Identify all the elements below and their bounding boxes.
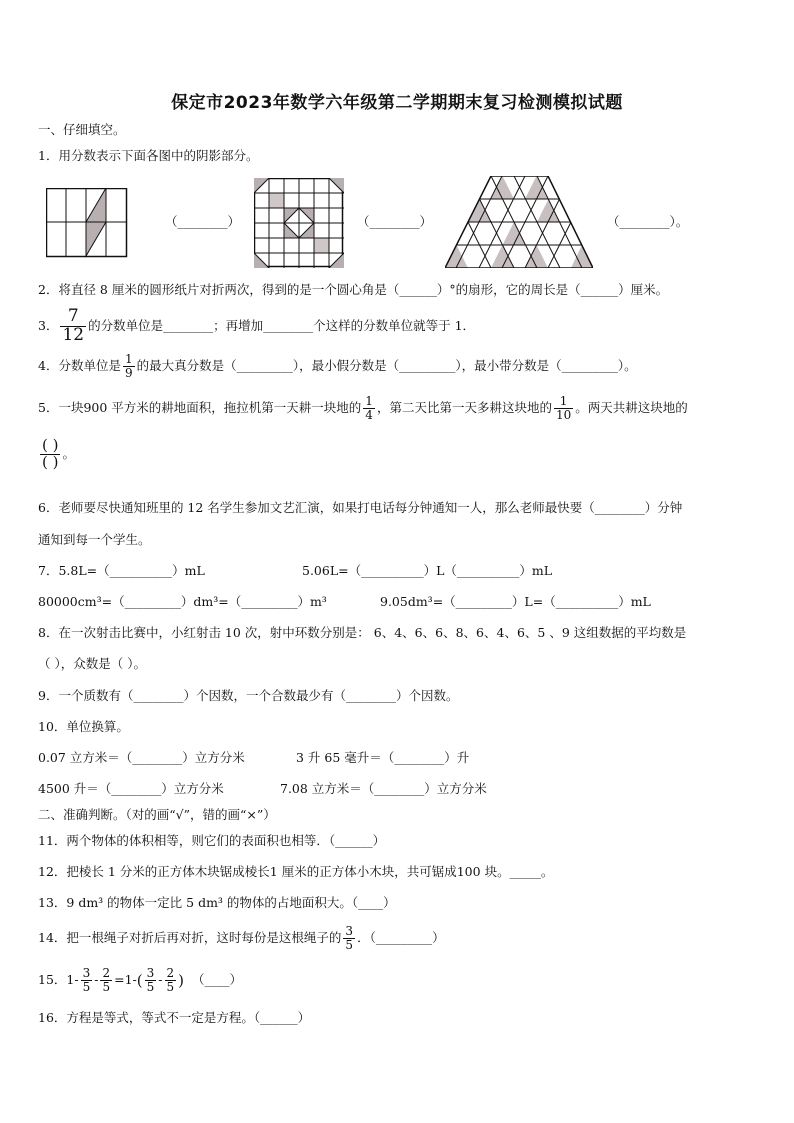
page-title: 保定市2023年数学六年级第二学期期末复习检测模拟试题 [171,93,623,113]
q5-fraction-2 [554,395,573,421]
q15-right-paren: ) [178,971,184,990]
q15-minus-2: - [158,972,163,987]
question-1: 1．用分数表示下面各图中的阴影部分。 [38,148,259,163]
section-1-heading: 一、仔细填空。 [38,122,126,137]
question-7-a: 7．5.8L=（__________）mL [38,563,205,578]
question-10-title: 10．单位换算。 [38,719,129,734]
q3-frac-den: 12 [62,325,85,345]
figure-grid-rectangle [46,188,128,258]
question-8-line-2: （ ），众数是（ ）。 [38,656,146,671]
q5-middle: ，第二天比第一天多耕这块地的 [376,400,552,415]
q15-f2-num: 2 [102,966,111,981]
q15-number: 15． [38,972,67,987]
q5-answer-line [38,434,75,474]
q14-fraction [343,925,355,951]
q15-f1-den: 5 [82,980,91,994]
q15-f3-num: 3 [146,966,155,981]
q5-f1-num: 1 [365,394,373,409]
figure-grid-square [254,178,344,268]
q15-f4-den: 5 [166,980,175,994]
q15-blank[interactable]: （____） [191,972,242,987]
q15-frac-4 [165,967,177,993]
q3-fraction [60,308,86,345]
section-2-heading: 二、准确判断。（对的画“√”，错的画“×”） [38,807,276,822]
question-12: 12．把棱长 1 分米的正方体木块锯成棱长1 厘米的正方体小木块，共可锯成100 块。_____。 [38,864,554,879]
q5-end: 。 [62,446,75,461]
q15-equals: =1- [114,972,137,987]
q4-text: 的最大真分数是（_________），最小假分数是（_________），最小带分数是（_________）。 [136,358,637,373]
question-15 [38,962,242,999]
q15-frac-2 [100,967,112,993]
q4-frac-den: 9 [124,366,133,380]
question-9: 9．一个质数有（________）个因数，一个合数最少有（________）个因数。 [38,688,459,703]
q5-f1-den: 4 [365,408,373,422]
q14-frac-den: 5 [345,938,354,952]
q15-f4-num: 2 [166,966,175,981]
q3-number: 3． [38,318,59,333]
q5-ans-num: ( ) [42,436,59,455]
q15-f3-den: 5 [146,980,155,994]
q15-f2-den: 5 [102,980,111,994]
question-7-b: 5.06L=（__________）L（__________）mL [302,563,553,578]
q5-prefix: 5．一块900 平方米的耕地面积，拖拉机第一天耕一块地的 [38,400,362,415]
q1-blank-2[interactable]: （________） [357,214,433,229]
question-10-c: 4500 升＝（________）立方分米 [38,781,224,796]
q4-prefix: 4．分数单位是 [38,358,121,373]
q15-left-paren: ( [136,971,143,990]
q5-fraction-1 [363,395,375,421]
question-10-b: 3 升 65 毫升＝（________）升 [296,750,470,765]
question-13: 13．9 dm³ 的物体一定比 5 dm³ 的物体的占地面积大。（____） [38,895,396,910]
q5-answer-fraction[interactable] [40,438,60,471]
q15-f1-num: 3 [82,966,91,981]
q4-frac-num: 1 [124,352,133,367]
question-3 [38,308,475,345]
question-11: 11．两个物体的体积相等，则它们的表面积也相等．（______） [38,833,386,848]
question-5 [38,390,688,426]
q5-ans-den: ( ) [42,453,59,471]
q5-f2-den: 10 [555,408,572,422]
question-7-d: 9.05dm³=（_________）L=（__________）mL [380,594,651,609]
q15-frac-3 [145,967,157,993]
question-14 [38,920,445,956]
question-6-line-2: 通知到每一个学生。 [38,532,151,547]
figure-triangle-trapezoid [445,176,593,268]
q4-fraction [123,353,135,379]
q15-minus: - [94,972,99,987]
q15-one: 1- [66,972,79,987]
q1-blank-3[interactable]: （________）。 [607,214,689,229]
q3-text: 的分数单位是________；再增加________个这样的分数单位就等于 1． [88,318,476,333]
question-16: 16．方程是等式，等式不一定是方程。（______） [38,1010,311,1025]
q3-frac-num: 7 [60,308,86,327]
question-4 [38,348,637,384]
question-7-c: 80000cm³=（_________）dm³=（_________）m³ [38,594,327,609]
q5-f2-num: 1 [554,395,573,409]
question-6-line-1: 6．老师要尽快通知班里的 12 名学生参加文艺汇演，如果打电话每分钟通知一人，那么老师最快要（________）分钟 [38,500,683,515]
question-10-d: 7.08 立方米＝（________）立方分米 [280,781,487,796]
q5-post: 。两天共耕这块地的 [575,400,688,415]
question-8-line-1: 8．在一次射击比赛中，小红射击 10 次，射中环数分别是： 6、4、6、6、8、6、4、6、5 、9 这组数据的平均数是 [38,625,687,640]
q14-prefix: 14．把一根绳子对折后再对折，这时每份是这根绳子的 [38,930,342,945]
question-2: 2．将直径 8 厘米的圆形纸片对折两次，得到的是一个圆心角是（______）°的扇形，它的周长是（______）厘米。 [38,282,669,297]
q15-frac-1 [81,967,93,993]
q14-frac-num: 3 [345,924,354,939]
question-10-a: 0.07 立方米＝（________）立方分米 [38,750,245,765]
q14-post: ．（_________） [357,930,445,945]
q1-blank-1[interactable]: （________） [165,214,241,229]
